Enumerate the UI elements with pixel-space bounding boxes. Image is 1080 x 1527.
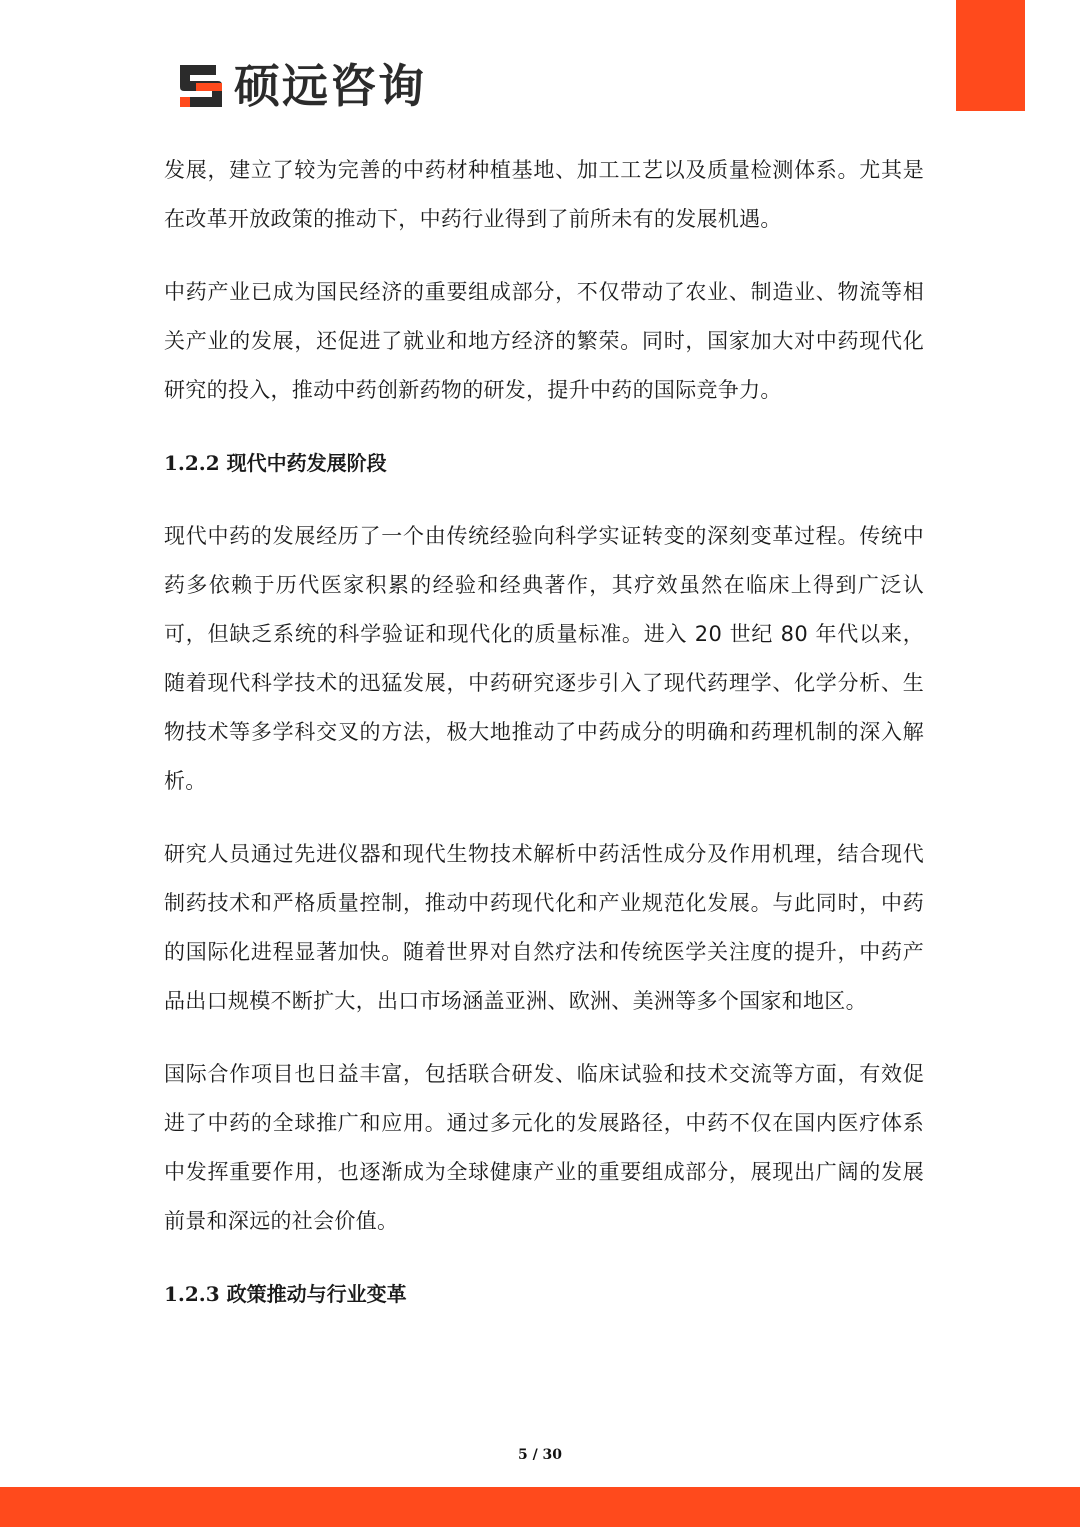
corner-accent-block	[956, 0, 1025, 111]
page-number: 5 / 30	[517, 1447, 563, 1463]
paragraph: 研究人员通过先进仪器和现代生物技术解析中药活性成分及作用机理，结合现代制药技术和严格质量控制，推动中药现代化和产业规范化发展。与此同时，中药的国际化进程显著加快。随着世界对自然疗法和传统医学关注度的提升，中药产品出口规模不断扩大，出口市场涵盖亚洲、欧洲、美洲等多个国家和地区。	[164, 842, 924, 1013]
section-heading: 1.2.2 现代中药发展阶段	[164, 451, 387, 475]
document-body	[164, 146, 924, 1343]
paragraph: 中药产业已成为国民经济的重要组成部分，不仅带动了农业、制造业、物流等相关产业的发展，还促进了就业和地方经济的繁荣。同时，国家加大对中药现代化研究的投入，推动中药创新药物的研发，提升中药的国际竞争力。	[164, 280, 924, 402]
paragraph: 发展，建立了较为完善的中药材种植基地、加工工艺以及质量检测体系。尤其是在改革开放政策的推动下，中药行业得到了前所未有的发展机遇。	[164, 158, 924, 231]
brand-name: 硕远咨询	[234, 59, 426, 113]
paragraph: 现代中药的发展经历了一个由传统经验向科学实证转变的深刻变革过程。传统中药多依赖于历代医家积累的经验和经典著作，其疗效虽然在临床上得到广泛认可，但缺乏系统的科学验证和现代化的质量标准。进入 20 世纪 80 年代以来，随着现代科学技术的迅猛发展，中药研究逐步引入了现代药理学、化学分析、生物技术等多学科交叉的方法，极大地推动了中药成分的明确和药理机制的深入解析。	[164, 524, 924, 793]
s-shaped-logo-icon	[176, 61, 226, 111]
brand-logo	[176, 58, 426, 114]
footer-accent-bar	[0, 1487, 1080, 1527]
section-heading: 1.2.3 政策推动与行业变革	[164, 1282, 407, 1306]
paragraph: 国际合作项目也日益丰富，包括联合研发、临床试验和技术交流等方面，有效促进了中药的全球推广和应用。通过多元化的发展路径，中药不仅在国内医疗体系中发挥重要作用，也逐渐成为全球健康产业的重要组成部分，展现出广阔的发展前景和深远的社会价值。	[164, 1062, 924, 1233]
